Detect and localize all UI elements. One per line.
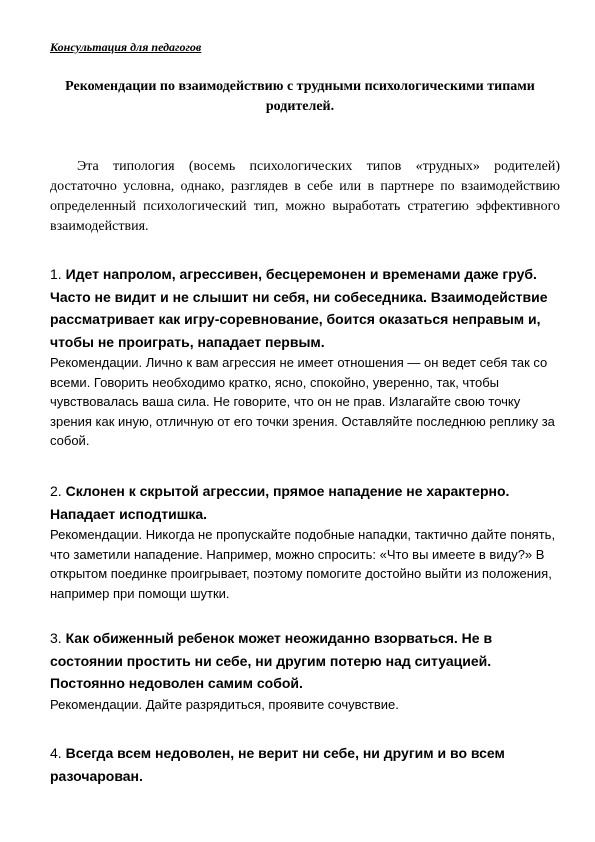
consultation-label: Консультация для педагогов — [50, 40, 202, 54]
section-heading-text: Склонен к скрытой агрессии, прямое нападение не характерно. Нападает исподтишка. — [50, 483, 510, 522]
section-number: 4. — [50, 745, 62, 761]
section-heading — [50, 742, 565, 787]
section-2 — [50, 480, 565, 603]
section-4 — [50, 742, 565, 787]
section-recommendation: Рекомендации. Дайте разрядиться, проявите сочувствие. — [50, 696, 399, 712]
section-heading — [50, 627, 565, 695]
section-number: 3. — [50, 630, 62, 646]
section-recommendation: Рекомендации. Лично к вам агрессия не имеет отношения — он ведет себя так со всеми. Говорить необходимо кратко, ясно, спокойно, уверенно, так, чтобы чувствовалась ваша сила. Не говорите, что он не прав. Излагайте свою точку зрения как иную, отличную от его точки зрения. Оставляйте последнюю реплику за собой. — [50, 355, 555, 448]
section-heading — [50, 480, 565, 525]
section-number: 1. — [50, 266, 62, 282]
section-3 — [50, 627, 565, 714]
section-recommendation: Рекомендации. Никогда не пропускайте подобные нападки, тактично дайте понять, что заметили нападение. Например, можно спросить: «Что вы имеете в виду?» В открытом поединке проигрывает, поэтому помогите достойно выйти из положения, например при помощи шутки. — [50, 527, 556, 601]
section-heading-text: Идет напролом, агрессивен, бесцеремонен и временами даже груб. Часто не видит и не слышит ни себя, ни собеседника. Взаимодействие рассматривает как игру-соревнование, боится оказаться неправым и, чтобы не проиграть, нападает первым. — [50, 266, 548, 350]
section-heading-text: Всегда всем недоволен, не верит ни себе, ни другим и во всем разочарован. — [50, 745, 505, 784]
intro-paragraph: Эта типология (восемь психологических типов «трудных» родителей) достаточно условна, однако, разглядев в себе или в партнере по взаимодействию определенный психологический тип, можно выработать стратегию эффективного взаимодействия. — [50, 159, 560, 234]
document-title: Рекомендации по взаимодействию с трудными психологическими типами родителей. — [65, 79, 535, 114]
section-heading — [50, 263, 565, 353]
section-number: 2. — [50, 483, 62, 499]
section-1 — [50, 263, 565, 451]
section-heading-text: Как обиженный ребенок может неожиданно взорваться. Не в состоянии простить ни себе, ни другим потерю над ситуацией. Постоянно недоволен самим собой. — [50, 630, 493, 691]
